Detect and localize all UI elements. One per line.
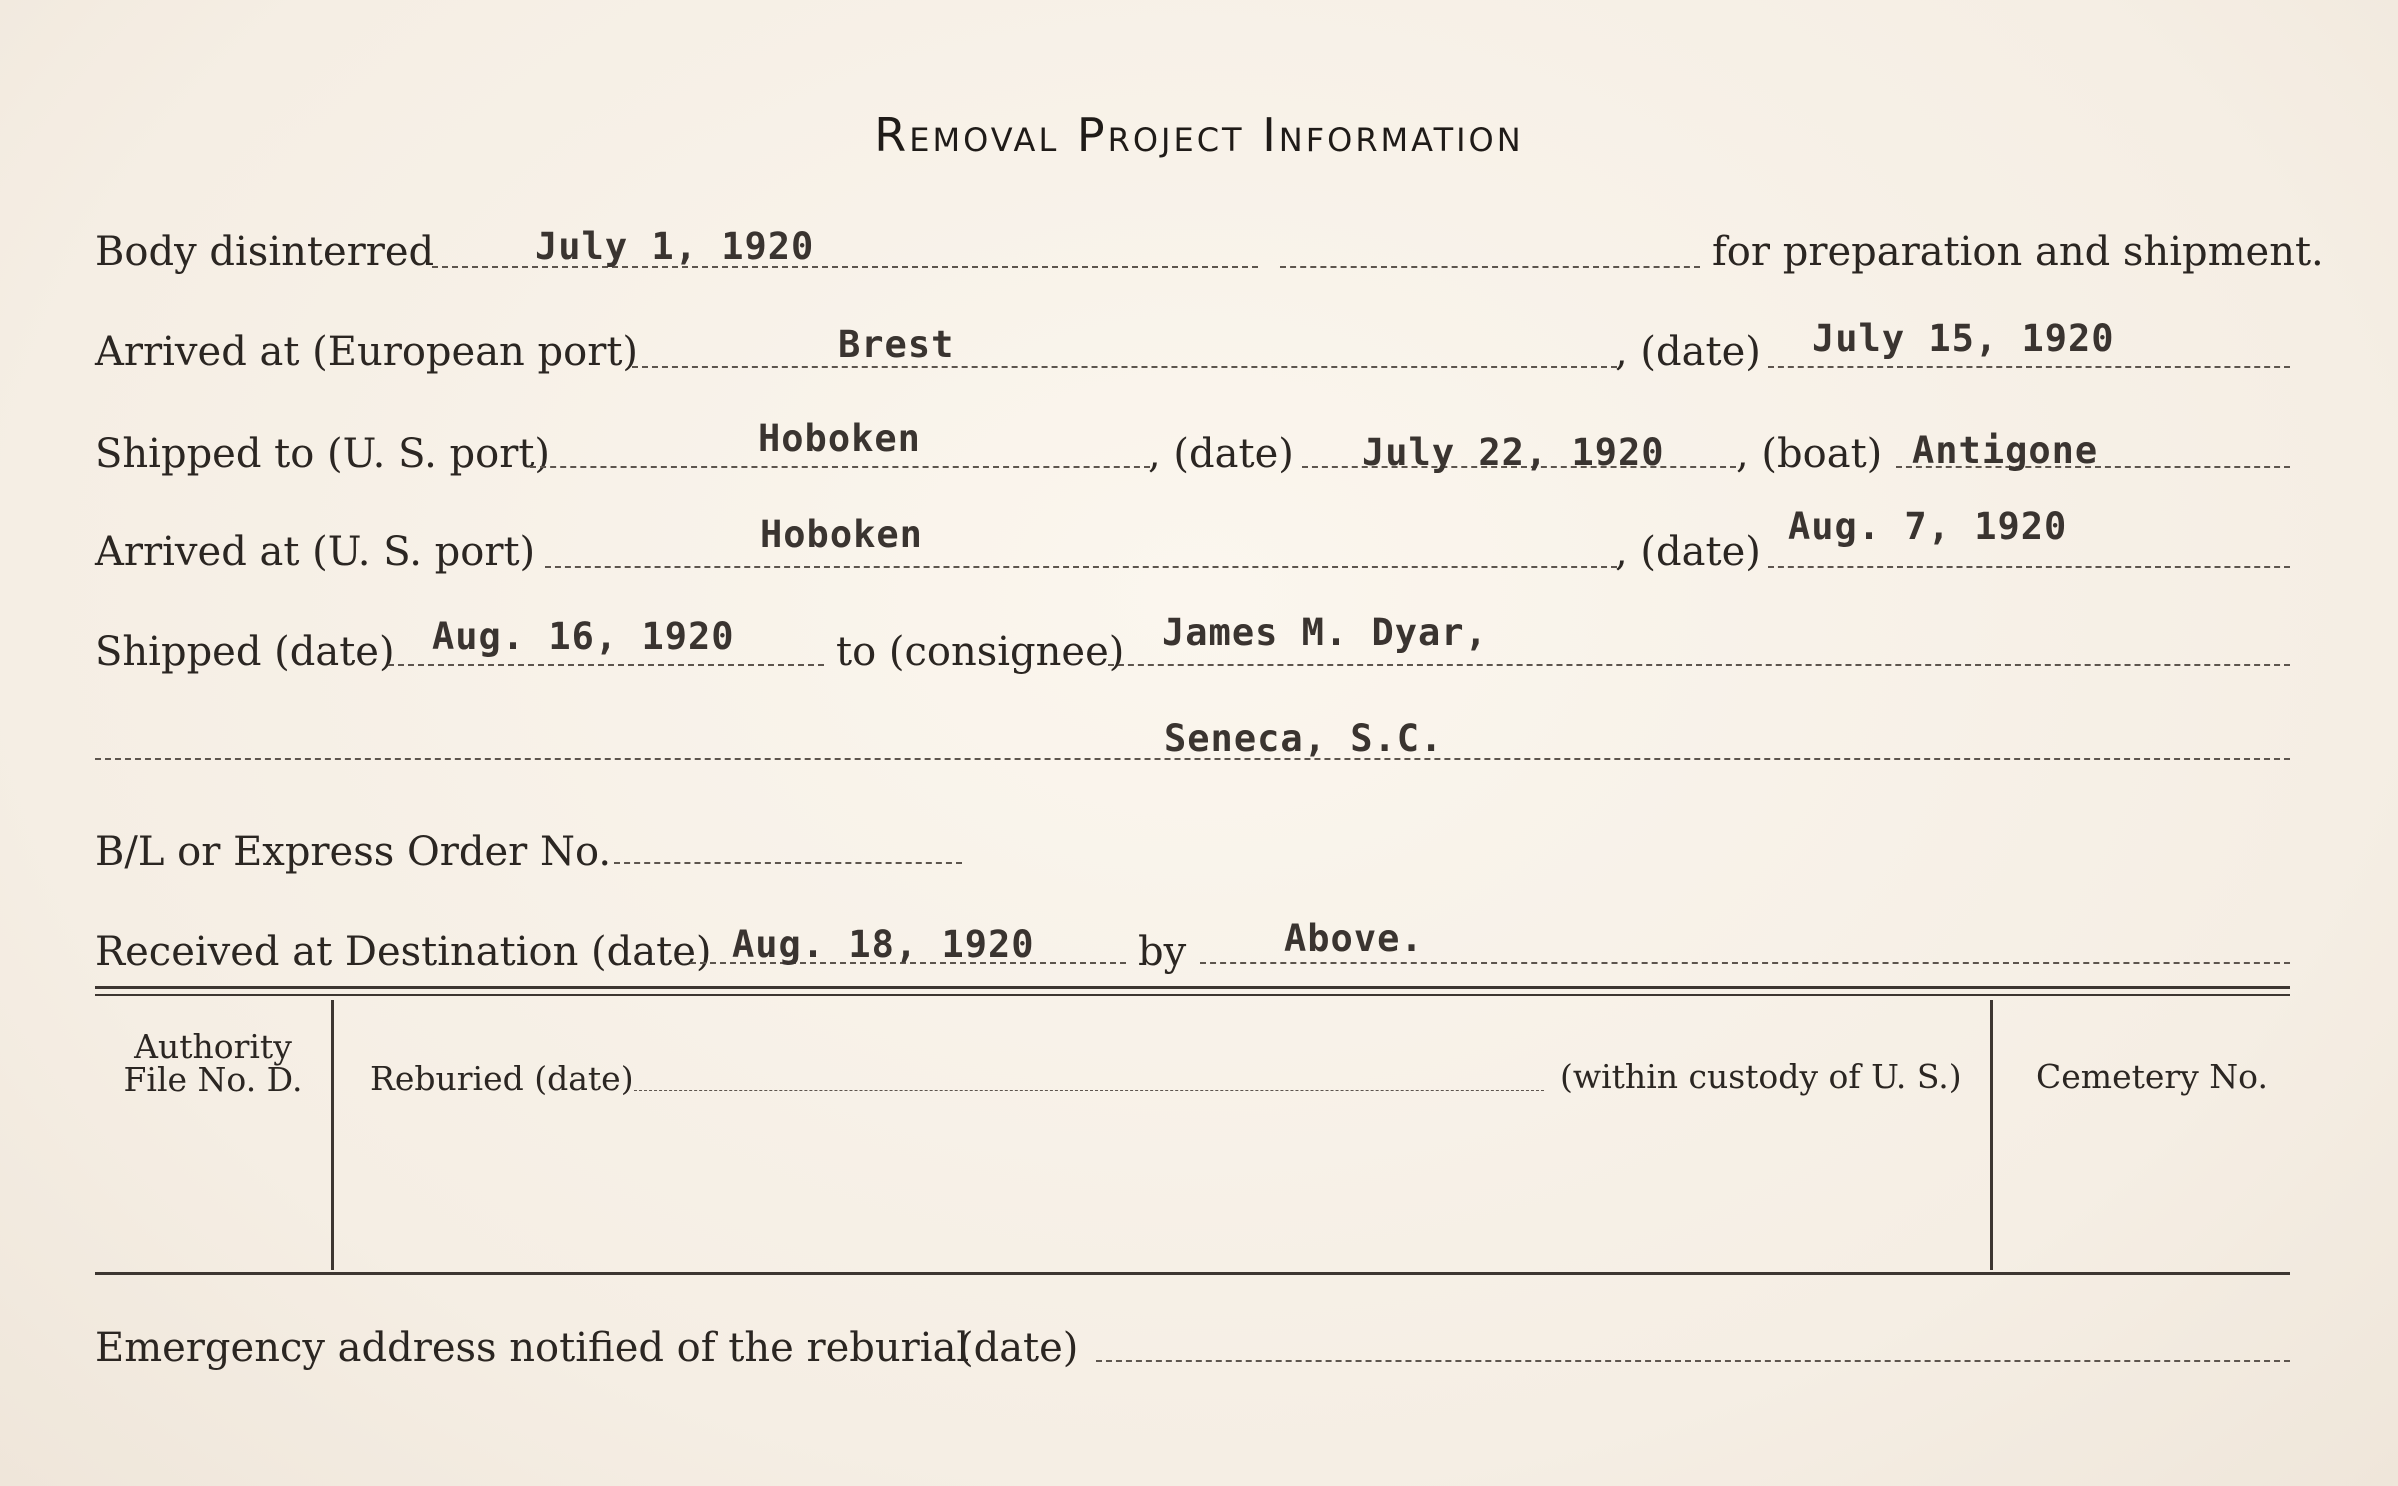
consignee-value: James M. Dyar, — [1162, 611, 1488, 654]
bl-order-line — [614, 862, 962, 864]
body-disinterred-label: Body disinterred — [95, 229, 435, 275]
emergency-date-label: (date) — [958, 1325, 1079, 1371]
european-date-value: July 15, 1920 — [1812, 317, 2115, 360]
consignee-label: to (consignee) — [836, 629, 1125, 675]
shipped-us-date-label: , (date) — [1148, 431, 1294, 477]
custody-label: (within custody of U. S.) — [1560, 1057, 1962, 1096]
arrived-us-port-value: Hoboken — [760, 513, 923, 556]
authority-label-2: File No. D. — [123, 1060, 303, 1099]
european-port-label: Arrived at (European port) — [95, 329, 639, 375]
body-disinterred-value: July 1, 1920 — [535, 225, 815, 268]
european-date-label: , (date) — [1615, 329, 1761, 375]
shipped-us-boat-label: , (boat) — [1736, 431, 1883, 477]
table-divider-left — [331, 1000, 334, 1270]
arrived-us-port-label: Arrived at (U. S. port) — [95, 529, 536, 575]
authority-label-1: Authority — [134, 1027, 292, 1066]
bl-order-label: B/L or Express Order No. — [95, 829, 612, 875]
table-bottom-rule — [95, 1272, 2290, 1275]
shipped-date-line — [388, 664, 824, 666]
reburied-line — [634, 1090, 1544, 1091]
shipped-us-date-value: July 22, 1920 — [1362, 431, 1665, 474]
shipped-us-boat-value: Antigone — [1912, 429, 2099, 472]
table-top-rule-2 — [95, 994, 2290, 996]
shipped-us-port-value: Hoboken — [758, 417, 921, 460]
reburied-label: Reburied (date) — [370, 1059, 634, 1098]
shipped-date-value: Aug. 16, 1920 — [432, 615, 735, 658]
received-by-line — [1200, 962, 2290, 964]
received-by-value: Above. — [1284, 917, 1424, 960]
table-divider-right — [1990, 1000, 1993, 1270]
shipped-us-port-label: Shipped to (U. S. port) — [95, 431, 550, 477]
arrived-us-date-value: Aug. 7, 1920 — [1788, 505, 2068, 548]
european-port-value: Brest — [838, 323, 955, 366]
consignee-address-value: Seneca, S.C. — [1164, 717, 1444, 760]
european-port-line — [632, 366, 1617, 368]
shipped-us-port-line — [530, 466, 1150, 468]
received-by-label: by — [1138, 929, 1187, 975]
emergency-date-line — [1096, 1360, 2290, 1362]
shipped-date-label: Shipped (date) — [95, 629, 395, 675]
european-date-line — [1768, 366, 2290, 368]
arrived-us-date-line — [1768, 566, 2290, 568]
received-label: Received at Destination (date) — [95, 929, 712, 975]
received-date-value: Aug. 18, 1920 — [732, 923, 1035, 966]
table-top-rule — [95, 986, 2290, 989]
arrived-us-date-label: , (date) — [1615, 529, 1761, 575]
consignee-line — [1108, 664, 2290, 666]
cemetery-no-label: Cemetery No. — [2036, 1057, 2268, 1096]
card-title: Removal Project Information — [874, 108, 1524, 162]
body-disinterred-line-2 — [1280, 266, 1700, 268]
arrived-us-port-line — [545, 566, 1617, 568]
body-disinterred-suffix: for preparation and shipment. — [1712, 229, 2324, 275]
emergency-label: Emergency address notified of the reburial — [95, 1325, 970, 1371]
